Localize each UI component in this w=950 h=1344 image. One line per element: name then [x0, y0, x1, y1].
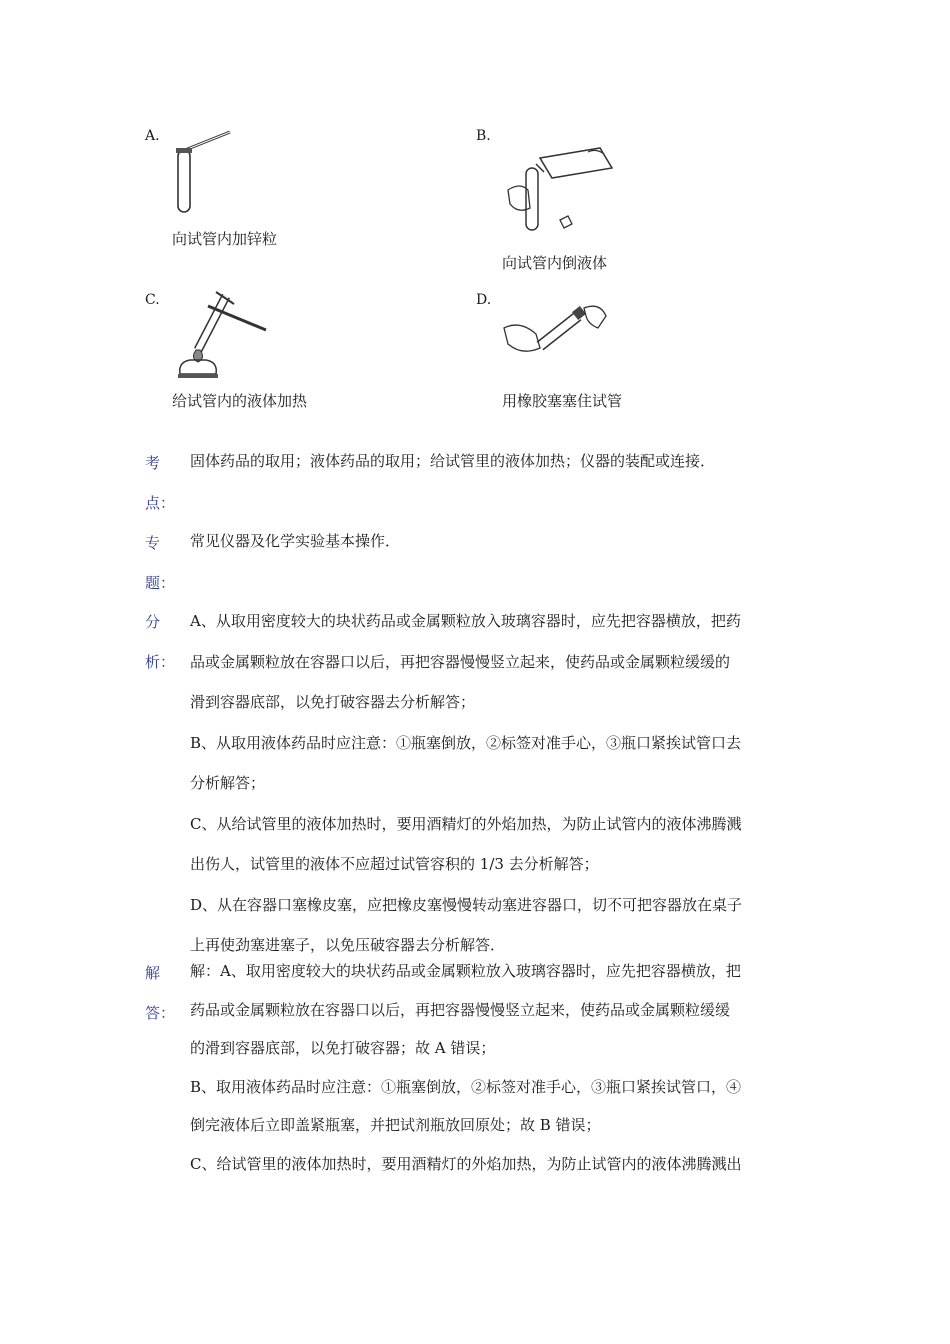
- option-b-letter: B.: [476, 128, 491, 144]
- heating-tube-icon: [168, 288, 278, 383]
- fenxi-label-1: 分: [145, 613, 161, 631]
- jieda-line: 解：A、取用密度较大的块状药品或金属颗粒放入玻璃容器时，应先把容器横放，把: [190, 962, 741, 980]
- test-tube-zinc-icon: [170, 128, 240, 218]
- fenxi-line: B、从取用液体药品时应注意：①瓶塞倒放，②标签对准手心，③瓶口紧挨试管口去: [190, 733, 742, 752]
- fenxi-line: A、从取用密度较大的块状药品或金属颗粒放入玻璃容器时，应先把容器横放，把药: [190, 612, 741, 630]
- fenxi-line: 滑到容器底部，以免打破容器去分析解答；: [190, 693, 476, 711]
- rubber-stopper-icon: [500, 298, 610, 360]
- fenxi-line: 出伤人，试管里的液体不应超过试管容积的 1/3 去分析解答；: [190, 855, 599, 873]
- kaodian-label-1: 考: [145, 454, 161, 472]
- option-b-caption: 向试管内倒液体: [502, 254, 608, 272]
- zhuanti-label-1: 专: [145, 534, 161, 552]
- fenxi-line: 上再使劲塞进塞子，以免压破容器去分析解答．: [190, 936, 506, 954]
- kaodian-label-2: 点：: [145, 494, 176, 512]
- fenxi-line: 分析解答；: [190, 774, 266, 792]
- option-d-caption: 用橡胶塞塞住试管: [502, 392, 623, 410]
- option-d-letter: D.: [476, 292, 492, 308]
- jieda-label-2: 答：: [145, 1004, 176, 1022]
- zhuanti-label-2: 题：: [145, 574, 176, 592]
- jieda-content: [190, 952, 820, 1183]
- jieda-label-1: 解: [145, 964, 161, 982]
- kaodian-line: 固体药品的取用；液体药品的取用；给试管里的液体加热；仪器的装配或连接．: [190, 452, 716, 470]
- jieda-line: 药品或金属颗粒放在容器口以后，再把容器慢慢竖立起来，使药品或金属颗粒缓缓: [190, 1000, 731, 1019]
- jieda-line: B、取用液体药品时应注意：①瓶塞倒放，②标签对准手心，③瓶口紧挨试管口，④: [190, 1077, 742, 1096]
- option-a-letter: A.: [145, 128, 160, 144]
- zhuanti-line: 常见仪器及化学实验基本操作．: [190, 532, 401, 550]
- kaodian-content: [190, 442, 820, 481]
- fenxi-line: C、从给试管里的液体加热时，要用酒精灯的外焰加热，为防止试管内的液体沸腾溅: [190, 814, 742, 833]
- zhuanti-content: [190, 522, 820, 561]
- jieda-line: 倒完液体后立即盖紧瓶塞，并把试剂瓶放回原处；故 B 错误；: [190, 1116, 601, 1134]
- option-c-letter: C.: [145, 292, 160, 308]
- option-c-caption: 给试管内的液体加热: [172, 392, 308, 410]
- fenxi-content: [190, 601, 820, 966]
- fenxi-line: D、从在容器口塞橡皮塞，应把橡皮塞慢慢转动塞进容器口，切不可把容器放在桌子: [190, 895, 743, 914]
- jieda-line: C、给试管里的液体加热时，要用酒精灯的外焰加热，为防止试管内的液体沸腾溅出: [190, 1154, 742, 1173]
- jieda-line: 的滑到容器底部，以免打破容器；故 A 错误；: [190, 1039, 496, 1057]
- pouring-liquid-icon: [500, 138, 620, 238]
- option-a-caption: 向试管内加锌粒: [172, 230, 278, 248]
- fenxi-label-2: 析：: [145, 653, 176, 671]
- fenxi-line: 品或金属颗粒放在容器口以后，再把容器慢慢竖立起来，使药品或金属颗粒缓缓的: [190, 652, 731, 671]
